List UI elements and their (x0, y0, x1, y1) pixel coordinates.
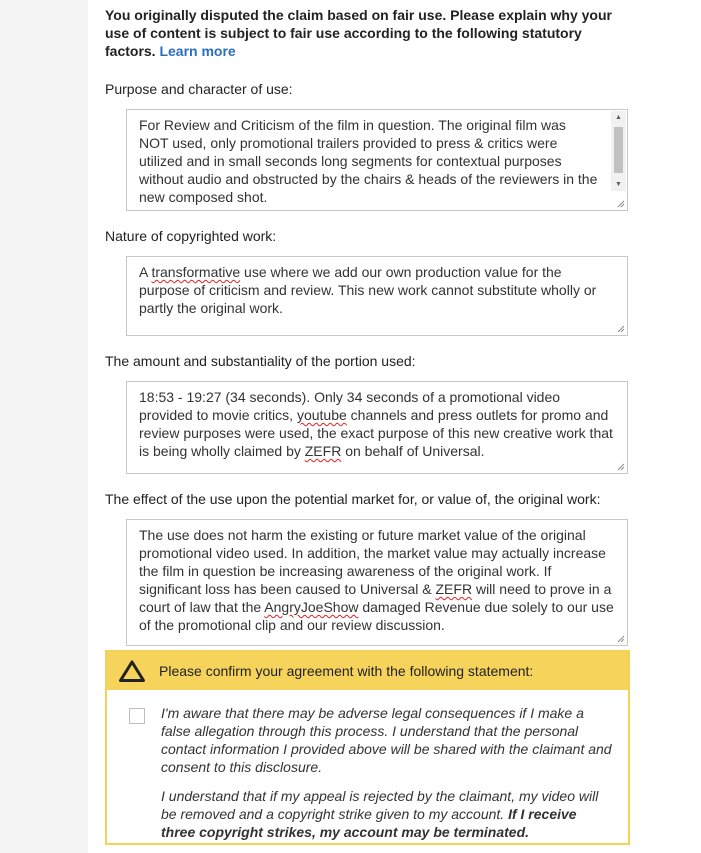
effect-label: The effect of the use upon the potential market for, or value of, the original work: (105, 491, 601, 507)
learn-more-link[interactable]: Learn more (159, 43, 236, 59)
left-gutter (0, 0, 88, 853)
scroll-up-icon[interactable]: ▲ (615, 114, 622, 121)
confirm-paragraph-1: I'm aware that there may be adverse legal consequences if I make a false allegation through this process. I understand that the personal contact information I provided above will be shared with the claimant and consent to this disclosure. (161, 705, 612, 775)
resize-grip-icon[interactable] (616, 634, 625, 643)
confirm-title: Please confirm your agreement with the following statement: (159, 663, 534, 679)
purpose-value: For Review and Criticism of the film in question. The original film was NOT used, only promotional trailers provided to press & critics were utilized and in small seconds long segments for contextual purposes without audio and obstructed by the chairs & heads of the reviewers in the new composed shot. (139, 117, 602, 205)
amount-value: 18:53 - 19:27 (34 seconds). Only 34 seconds of a promotional video provided to movie critics, youtube channels and press outlets for promo and review purposes were used, the exact purpose of this new creative work that is being wholly claimed by ZEFR on behalf of Universal. (139, 389, 617, 459)
amount-label: The amount and substantiality of the portion used: (105, 353, 416, 369)
resize-grip-icon[interactable] (616, 199, 625, 208)
purpose-scrollbar[interactable] (611, 111, 626, 191)
intro-text: You originally disputed the claim based on fair use. Please explain why your use of content is subject to fair use according to the following statutory factors. Learn more (105, 7, 612, 59)
purpose-textarea[interactable] (126, 109, 628, 211)
resize-grip-icon[interactable] (616, 324, 625, 333)
fair-use-form (105, 0, 630, 840)
agreement-checkbox[interactable] (129, 708, 145, 724)
scroll-thumb[interactable] (614, 127, 623, 173)
effect-textarea[interactable] (126, 519, 628, 646)
confirm-body (107, 690, 628, 841)
nature-value: A transformative use where we add our own production value for the purpose of criticism and review. This new work cannot substitute wholly or partly the original work. (139, 264, 601, 316)
scroll-down-icon[interactable]: ▼ (615, 181, 622, 188)
confirm-paragraph-2: I understand that if my appeal is rejected by the claimant, my video will be removed and a copyright strike given to my account. If I receive three copyright strikes, my account may be terminated. (161, 788, 599, 840)
confirm-agreement-box (105, 650, 630, 845)
warning-triangle-icon (119, 660, 145, 682)
amount-textarea[interactable] (126, 381, 628, 474)
nature-label: Nature of copyrighted work: (105, 228, 277, 244)
resize-grip-icon[interactable] (616, 462, 625, 471)
effect-value: The use does not harm the existing or future market value of the original promotional video used. In addition, the market value may actually increase the film in question be increasing awareness of the original work. If significant loss has been caused to Universal & ZEFR will need to prove in a court of law that the AngryJoeShow damaged Revenue due solely to our use of the promotional clip and our review discussion. (139, 527, 618, 633)
purpose-label: Purpose and character of use: (105, 81, 293, 97)
nature-textarea[interactable] (126, 256, 628, 336)
confirm-header (107, 652, 628, 690)
